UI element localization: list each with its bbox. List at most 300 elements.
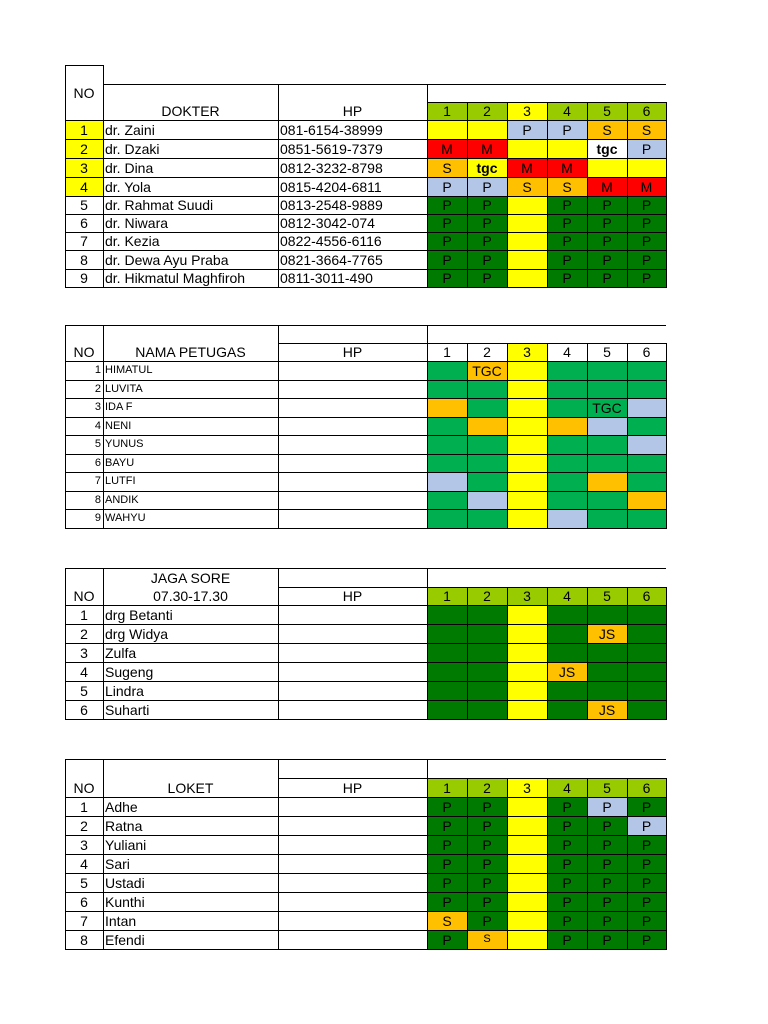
grid-line [65, 759, 103, 760]
day-header-2: 2 [467, 587, 507, 605]
phone-number [278, 491, 427, 509]
shift-cell[interactable] [427, 605, 467, 624]
day-header-1: 1 [427, 343, 467, 361]
day-header-3: 3 [507, 102, 547, 120]
shift-cell[interactable]: P [587, 854, 627, 873]
shift-cell[interactable]: P [627, 892, 666, 911]
shift-cell[interactable]: P [467, 816, 507, 835]
shift-cell[interactable] [507, 454, 547, 472]
shift-cell[interactable]: P [587, 930, 627, 949]
staff-name: Intan [105, 912, 137, 929]
day-header-6: 6 [627, 102, 666, 120]
shift-cell[interactable] [627, 643, 666, 662]
shift-cell[interactable] [587, 417, 627, 435]
shift-cell[interactable] [547, 398, 587, 417]
shift-cell[interactable]: P [587, 250, 627, 269]
shift-cell[interactable] [427, 624, 467, 643]
shift-cell[interactable] [627, 509, 666, 528]
day-header-1: 1 [427, 587, 467, 605]
shift-cell[interactable]: P [627, 196, 666, 214]
shift-cell[interactable] [507, 797, 547, 816]
phone-number: 0851-5619-7379 [280, 140, 383, 157]
grid-line [103, 325, 104, 529]
shift-cell[interactable]: M [507, 158, 547, 177]
shift-cell[interactable] [427, 681, 467, 700]
shift-cell[interactable] [467, 120, 507, 139]
row-number: 4 [65, 177, 103, 196]
shift-cell[interactable]: P [627, 797, 666, 816]
shift-cell[interactable]: P [427, 854, 467, 873]
hp-header: HP [342, 588, 363, 604]
grid-line [467, 343, 468, 529]
grid-line [65, 681, 666, 682]
row-number: 3 [80, 644, 88, 661]
grid-line [65, 435, 666, 436]
shift-cell[interactable] [507, 605, 547, 624]
grid-line [507, 778, 508, 950]
shift-cell[interactable] [427, 700, 467, 719]
shift-cell[interactable] [507, 232, 547, 250]
grid-line [507, 343, 508, 529]
shift-cell[interactable]: P [627, 911, 666, 930]
shift-cell[interactable] [467, 624, 507, 643]
no-header: NO [73, 779, 95, 796]
shift-cell[interactable]: P [467, 835, 507, 854]
shift-cell[interactable] [507, 398, 547, 417]
grid-line [587, 102, 588, 288]
row-number: 3 [94, 401, 101, 413]
day-header-2: 2 [467, 778, 507, 797]
shift-cell[interactable] [427, 120, 467, 139]
shift-cell[interactable] [627, 491, 666, 509]
shift-cell[interactable]: P [467, 177, 507, 196]
shift-cell[interactable] [507, 892, 547, 911]
shift-cell[interactable] [547, 681, 587, 700]
shift-cell[interactable] [427, 472, 467, 491]
grid-line [666, 587, 667, 720]
shift-cell[interactable]: P [627, 930, 666, 949]
shift-cell[interactable]: P [547, 269, 587, 287]
row-number: 4 [94, 419, 101, 432]
shift-cell[interactable] [627, 681, 666, 700]
grid-line [507, 102, 508, 288]
shift-cell[interactable] [427, 398, 467, 417]
shift-cell[interactable] [627, 435, 666, 454]
shift-cell[interactable]: P [627, 250, 666, 269]
shift-cell[interactable] [507, 835, 547, 854]
shift-cell[interactable] [507, 509, 547, 528]
staff-name: LUTFI [105, 475, 136, 487]
shift-cell[interactable] [467, 398, 507, 417]
phone-number [278, 681, 427, 700]
shift-cell[interactable]: S [427, 911, 467, 930]
grid-line [427, 325, 428, 529]
shift-cell[interactable]: P [547, 250, 587, 269]
shift-cell[interactable] [507, 662, 547, 681]
shift-cell[interactable] [427, 435, 467, 454]
shift-cell[interactable]: P [467, 250, 507, 269]
staff-name: Kunthi [105, 893, 145, 910]
grid-line [587, 778, 588, 950]
shift-cell[interactable]: P [427, 196, 467, 214]
shift-cell[interactable]: P [547, 816, 587, 835]
shift-cell[interactable]: P [427, 797, 467, 816]
phone-number [278, 417, 427, 435]
row-number: 4 [80, 855, 88, 872]
shift-cell[interactable] [467, 605, 507, 624]
shift-cell[interactable] [627, 700, 666, 719]
grid-line [65, 854, 666, 855]
grid-line [65, 177, 666, 178]
grid-line [467, 778, 468, 950]
shift-cell[interactable]: P [427, 835, 467, 854]
shift-cell[interactable] [427, 361, 467, 380]
shift-cell[interactable] [587, 158, 627, 177]
day-header-5: 5 [587, 102, 627, 120]
shift-cell[interactable]: P [627, 873, 666, 892]
row-number: 8 [94, 493, 101, 506]
no-header: NO [73, 85, 95, 101]
staff-name: dr. Dewa Ayu Praba [105, 251, 229, 268]
grid-line [427, 84, 428, 288]
shift-cell[interactable] [547, 454, 587, 472]
shift-cell[interactable]: P [467, 873, 507, 892]
shift-cell[interactable] [507, 417, 547, 435]
grid-line [65, 719, 666, 720]
staff-name: Suharti [105, 701, 150, 718]
shift-cell[interactable] [507, 643, 547, 662]
shift-cell[interactable] [467, 380, 507, 398]
shift-cell[interactable] [587, 491, 627, 509]
shift-cell[interactable]: P [427, 214, 467, 232]
shift-cell[interactable] [427, 509, 467, 528]
shift-cell[interactable]: S [427, 158, 467, 177]
shift-cell[interactable] [507, 214, 547, 232]
shift-cell[interactable] [507, 873, 547, 892]
shift-cell[interactable] [467, 662, 507, 681]
shift-cell[interactable]: P [547, 930, 587, 949]
shift-cell[interactable]: P [547, 854, 587, 873]
shift-cell[interactable] [587, 472, 627, 491]
shift-cell[interactable] [507, 361, 547, 380]
shift-cell[interactable]: P [427, 816, 467, 835]
row-number: 1 [80, 606, 88, 623]
day-header-3: 3 [507, 343, 547, 361]
shift-cell[interactable] [507, 196, 547, 214]
shift-cell[interactable] [547, 624, 587, 643]
shift-cell[interactable] [547, 361, 587, 380]
day-header-2: 2 [467, 102, 507, 120]
phone-number [278, 472, 427, 491]
shift-cell[interactable] [627, 380, 666, 398]
phone-number [278, 624, 427, 643]
shift-cell[interactable]: P [627, 139, 666, 158]
shift-cell[interactable] [547, 700, 587, 719]
grid-line [65, 120, 666, 121]
shift-cell[interactable] [627, 398, 666, 417]
shift-cell[interactable] [507, 380, 547, 398]
shift-cell[interactable]: P [587, 835, 627, 854]
grid-line [65, 700, 666, 701]
shift-cell[interactable] [587, 681, 627, 700]
shift-cell[interactable]: P [627, 854, 666, 873]
shift-cell[interactable] [587, 361, 627, 380]
day-header-6: 6 [627, 587, 666, 605]
shift-cell[interactable]: P [547, 797, 587, 816]
shift-cell[interactable]: P [467, 214, 507, 232]
shift-cell[interactable]: JS [547, 662, 587, 681]
shift-cell[interactable] [467, 472, 507, 491]
shift-cell[interactable]: tgc [467, 158, 507, 177]
no-header: NO [73, 588, 95, 604]
shift-cell[interactable] [507, 681, 547, 700]
staff-name: dr. Zaini [105, 121, 155, 138]
day-header-5: 5 [587, 778, 627, 797]
shift-cell[interactable] [547, 509, 587, 528]
shift-cell[interactable] [627, 662, 666, 681]
shift-cell[interactable] [587, 605, 627, 624]
phone-number: 081-6154-38999 [280, 121, 383, 138]
shift-cell[interactable]: P [427, 232, 467, 250]
shift-cell[interactable] [587, 662, 627, 681]
grid-line [65, 361, 666, 362]
grid-line [278, 325, 279, 529]
row-number: 7 [65, 232, 103, 250]
shift-cell[interactable]: S [627, 120, 666, 139]
shift-cell[interactable] [587, 509, 627, 528]
grid-line [547, 778, 548, 950]
day-header-5: 5 [587, 587, 627, 605]
row-number: 2 [65, 139, 103, 158]
shift-cell[interactable] [547, 491, 587, 509]
shift-cell[interactable]: M [627, 177, 666, 196]
grid-line [103, 568, 666, 569]
shift-cell[interactable]: P [427, 930, 467, 949]
shift-cell[interactable] [467, 435, 507, 454]
shift-cell[interactable]: P [547, 835, 587, 854]
shift-cell[interactable]: P [547, 892, 587, 911]
shift-cell[interactable]: TGC [587, 398, 627, 417]
shift-cell[interactable] [507, 139, 547, 158]
shift-cell[interactable]: P [587, 873, 627, 892]
phone-number [278, 662, 427, 681]
shift-cell[interactable] [507, 435, 547, 454]
shift-cell[interactable] [587, 435, 627, 454]
staff-name: dr. Kezia [105, 233, 160, 249]
shift-cell[interactable] [467, 643, 507, 662]
phone-number [278, 361, 427, 380]
row-number: 9 [65, 269, 103, 287]
grid-line [103, 325, 666, 326]
shift-cell[interactable]: M [587, 177, 627, 196]
shift-cell[interactable] [427, 662, 467, 681]
shift-cell[interactable]: P [427, 250, 467, 269]
shift-cell[interactable]: P [587, 892, 627, 911]
shift-cell[interactable] [507, 854, 547, 873]
staff-name: WAHYU [105, 512, 146, 524]
shift-cell[interactable]: JS [587, 624, 627, 643]
shift-cell[interactable]: P [587, 232, 627, 250]
shift-title: JAGA SORE [150, 570, 231, 586]
shift-cell[interactable]: S [587, 120, 627, 139]
grid-line [278, 778, 666, 779]
grid-line [278, 84, 279, 288]
phone-number [278, 700, 427, 719]
shift-cell[interactable]: P [587, 797, 627, 816]
shift-cell[interactable] [507, 624, 547, 643]
shift-cell[interactable]: JS [587, 700, 627, 719]
shift-cell[interactable] [467, 454, 507, 472]
grid-line [65, 605, 666, 606]
shift-cell[interactable] [587, 454, 627, 472]
grid-line [278, 568, 279, 720]
shift-cell[interactable]: P [547, 214, 587, 232]
shift-cell[interactable] [507, 930, 547, 949]
shift-cell[interactable]: P [547, 196, 587, 214]
shift-cell[interactable] [627, 417, 666, 435]
shift-cell[interactable]: P [627, 269, 666, 287]
shift-cell[interactable] [467, 491, 507, 509]
shift-cell[interactable] [547, 417, 587, 435]
shift-cell[interactable]: S [547, 177, 587, 196]
day-header-3: 3 [507, 587, 547, 605]
grid-line [65, 287, 666, 288]
shift-cell[interactable] [427, 454, 467, 472]
shift-cell[interactable]: P [627, 214, 666, 232]
phone-number: 0821-3664-7765 [280, 251, 383, 268]
grid-line [666, 778, 667, 950]
shift-cell[interactable]: P [427, 873, 467, 892]
row-number: 2 [80, 625, 88, 642]
shift-cell[interactable]: P [427, 269, 467, 287]
staff-name: Sari [105, 855, 130, 872]
staff-name: drg Widya [105, 625, 169, 642]
shift-cell[interactable] [627, 454, 666, 472]
shift-cell[interactable]: P [627, 232, 666, 250]
grid-line [65, 911, 666, 912]
shift-cell[interactable]: P [467, 911, 507, 930]
hp-header: HP [342, 344, 363, 360]
shift-cell[interactable] [507, 816, 547, 835]
shift-cell[interactable] [427, 491, 467, 509]
phone-number [278, 380, 427, 398]
shift-cell[interactable]: M [547, 158, 587, 177]
phone-number: 0812-3042-074 [280, 215, 375, 231]
shift-cell[interactable]: P [547, 232, 587, 250]
day-header-6: 6 [627, 343, 666, 361]
staff-name: HIMATUL [105, 364, 153, 376]
shift-cell[interactable] [627, 472, 666, 491]
phone-number [278, 797, 427, 816]
shift-cell[interactable]: P [467, 892, 507, 911]
shift-cell[interactable]: P [587, 214, 627, 232]
staff-name: drg Betanti [105, 606, 173, 623]
shift-cell[interactable] [587, 643, 627, 662]
shift-cell[interactable]: P [627, 816, 666, 835]
shift-cell[interactable] [547, 472, 587, 491]
grid-line [65, 417, 666, 418]
name-header: LOKET [167, 779, 214, 796]
grid-line [65, 472, 666, 473]
shift-cell[interactable] [467, 700, 507, 719]
staff-name: LUVITA [105, 382, 143, 395]
shift-cell[interactable] [587, 380, 627, 398]
shift-cell[interactable]: P [427, 177, 467, 196]
shift-cell[interactable]: S [507, 177, 547, 196]
row-number: 1 [94, 364, 101, 376]
shift-cell[interactable]: P [467, 854, 507, 873]
shift-cell[interactable] [507, 250, 547, 269]
shift-cell[interactable] [627, 361, 666, 380]
row-number: 8 [65, 250, 103, 269]
shift-cell[interactable]: M [427, 139, 467, 158]
shift-cell[interactable] [547, 605, 587, 624]
shift-cell[interactable]: P [467, 196, 507, 214]
shift-cell[interactable]: P [587, 816, 627, 835]
grid-line [65, 139, 666, 140]
shift-cell[interactable] [547, 643, 587, 662]
grid-line [65, 158, 666, 159]
shift-cell[interactable] [507, 911, 547, 930]
grid-line [65, 892, 666, 893]
grid-line [65, 380, 666, 381]
shift-cell[interactable] [547, 139, 587, 158]
row-number: 6 [65, 214, 103, 232]
day-header-4: 4 [547, 587, 587, 605]
grid-line [103, 759, 666, 760]
shift-cell[interactable] [507, 472, 547, 491]
shift-cell[interactable] [627, 624, 666, 643]
shift-cell[interactable]: tgc [587, 139, 627, 158]
shift-cell[interactable]: P [467, 269, 507, 287]
row-number: 5 [80, 682, 88, 699]
shift-cell[interactable]: P [547, 120, 587, 139]
row-number: 7 [94, 475, 101, 487]
shift-cell[interactable]: P [467, 232, 507, 250]
shift-cell[interactable]: P [587, 269, 627, 287]
shift-cell[interactable]: TGC [467, 361, 507, 380]
shift-cell[interactable]: S [467, 930, 507, 949]
phone-number [278, 892, 427, 911]
staff-name: NENI [105, 419, 132, 432]
shift-cell[interactable] [507, 269, 547, 287]
shift-cell[interactable] [427, 380, 467, 398]
shift-cell[interactable] [547, 435, 587, 454]
phone-number [278, 835, 427, 854]
shift-cell[interactable] [467, 509, 507, 528]
shift-cell[interactable] [507, 491, 547, 509]
grid-line [103, 84, 666, 85]
shift-cell[interactable]: P [427, 892, 467, 911]
shift-cell[interactable] [627, 605, 666, 624]
shift-cell[interactable] [467, 681, 507, 700]
shift-cell[interactable] [627, 158, 666, 177]
shift-cell[interactable]: P [467, 797, 507, 816]
shift-cell[interactable]: P [587, 196, 627, 214]
shift-cell[interactable]: M [467, 139, 507, 158]
shift-cell[interactable]: P [547, 873, 587, 892]
shift-cell[interactable] [427, 643, 467, 662]
shift-cell[interactable] [507, 700, 547, 719]
shift-cell[interactable] [427, 417, 467, 435]
shift-cell[interactable]: P [547, 911, 587, 930]
shift-cell[interactable] [547, 380, 587, 398]
day-header-5: 5 [587, 343, 627, 361]
shift-cell[interactable]: P [507, 120, 547, 139]
shift-cell[interactable]: P [587, 911, 627, 930]
shift-cell[interactable] [467, 417, 507, 435]
shift-cell[interactable]: P [627, 835, 666, 854]
